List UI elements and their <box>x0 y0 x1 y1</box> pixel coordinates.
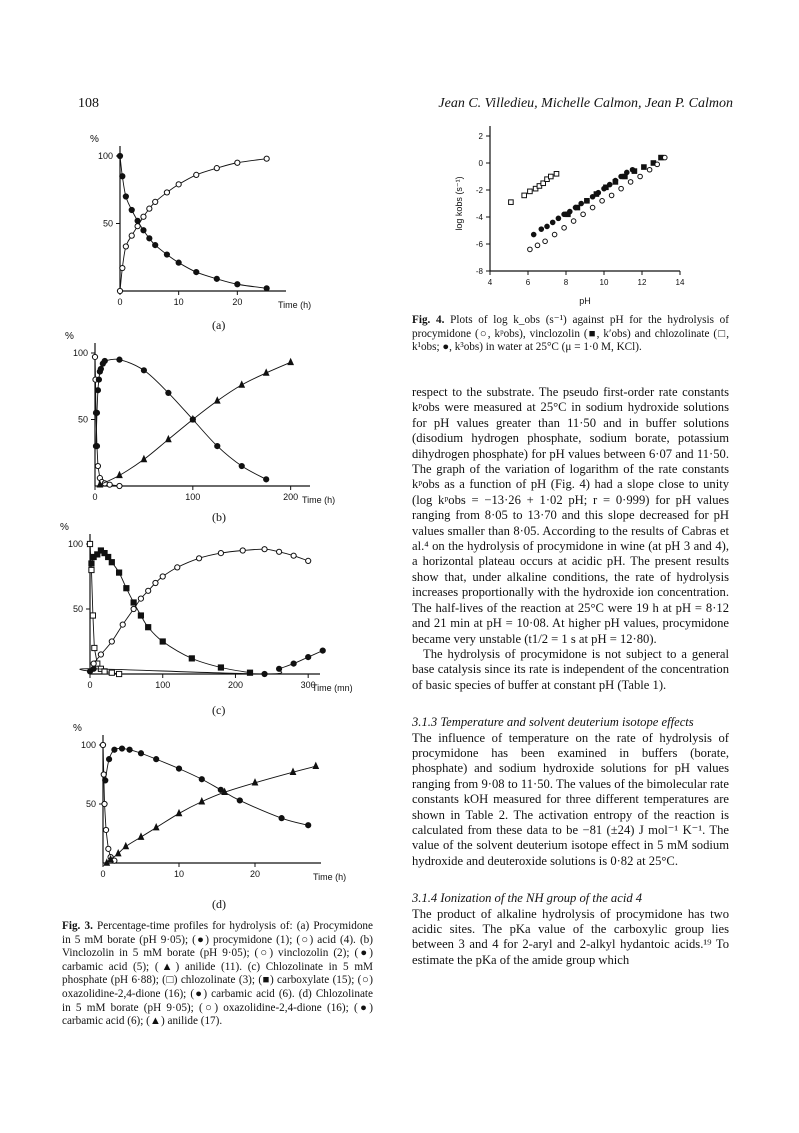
series-1-point <box>102 358 107 363</box>
series-0-point <box>194 270 199 275</box>
series-3-point <box>276 666 281 671</box>
series-0-point <box>176 260 181 265</box>
series-3-point <box>306 655 311 660</box>
series-0-point <box>147 236 152 241</box>
x-tick-label: 10 <box>599 278 609 287</box>
series-0-point <box>120 174 125 179</box>
series-3-point <box>320 648 325 653</box>
series-1-point <box>154 757 159 762</box>
x-tick-label: 20 <box>249 869 261 879</box>
series-1-point <box>116 570 121 575</box>
series-0-point <box>153 243 158 248</box>
x-tick-label: 6 <box>525 278 531 287</box>
series-1-line <box>105 748 308 825</box>
series-2-point <box>306 558 311 563</box>
series-2-point <box>153 580 158 585</box>
fig3-caption-text: Percentage-time profiles for hydrolysis of: (a) Procymidone in 5 mM borate (pH 9·05); (●) procymidone (1); (○) acid (4). (b) Vinclozolin in 5 mM borate (pH 9·05); (○) vinclozolin (2); (●) carbamic acid (5); (▲) anilide (11). (c) Chlozolinate in 5 mM phosphate (pH 6·88); (□) chlozolinate (3); (■) carboxylate (15); (○) oxazolidine-2,4-dione (16); (●) carbamic acid (6). (d) Chlozolinate in 5 mM borate (pH 9·05); (○) oxazolidine-2,4-dione (16); (●) carbamic acid (6); (▲) anilide (17). <box>62 920 373 1028</box>
series-1-point <box>214 166 219 171</box>
series-0-point <box>102 801 107 806</box>
series-0-point <box>107 482 112 487</box>
series-0-point <box>528 189 533 194</box>
series-2-point <box>290 769 295 775</box>
series-3-point <box>600 199 605 204</box>
series-2-point <box>585 199 590 204</box>
series-1-point <box>218 787 223 792</box>
series-1-point <box>164 190 169 195</box>
series-0-point <box>92 354 97 359</box>
series-1-point <box>146 625 151 630</box>
series-1-point <box>141 214 146 219</box>
y-tick-label: 0 <box>478 159 483 168</box>
fig3d-plot <box>58 708 368 898</box>
series-1-line <box>91 550 250 672</box>
y-tick-label: 100 <box>72 348 88 358</box>
series-2-point <box>117 472 122 478</box>
series-2-point <box>138 834 143 840</box>
series-1-point <box>117 288 122 293</box>
series-3-point <box>655 162 660 167</box>
series-0-point <box>235 282 240 287</box>
series-1-point <box>556 216 561 221</box>
y-tick-label: -4 <box>475 213 483 222</box>
series-2-point <box>623 174 628 179</box>
series-2-point <box>594 192 599 197</box>
x-tick-label: 12 <box>637 278 647 287</box>
series-0-point <box>103 827 108 832</box>
y-tick-label: 50 <box>102 218 113 229</box>
series-3-point <box>581 212 586 217</box>
series-0-point <box>109 670 114 675</box>
series-1-point <box>119 746 124 751</box>
fig3d-panel-label: (d) <box>212 897 226 911</box>
series-1-point <box>147 206 152 211</box>
body-text <box>412 385 729 968</box>
section-3-1-3-title: 3.1.3 Temperature and solvent deuterium isotope effects <box>412 715 694 730</box>
series-1-point <box>123 244 128 249</box>
series-2-point <box>252 779 257 785</box>
series-1-point <box>306 823 311 828</box>
series-0-point <box>214 276 219 281</box>
y-tick-label: -6 <box>475 240 483 249</box>
series-2-point <box>138 596 143 601</box>
series-3-point <box>528 247 533 252</box>
y-tick-label: -2 <box>475 186 483 195</box>
series-2-point <box>91 661 96 666</box>
series-3-point <box>543 239 548 244</box>
series-1-point <box>106 757 111 762</box>
series-0-point <box>264 286 269 291</box>
series-1-point <box>135 224 140 229</box>
x-tick-label: 8 <box>563 278 569 287</box>
x-tick-label: 14 <box>675 278 685 287</box>
x-axis-label: Time (h) <box>302 495 336 505</box>
series-2-point <box>160 574 165 579</box>
series-3-point <box>647 167 652 172</box>
series-1-point <box>176 766 181 771</box>
x-tick-label: 0 <box>117 297 123 307</box>
series-3-point <box>262 671 267 676</box>
series-3-point <box>535 243 540 248</box>
series-2-point <box>146 588 151 593</box>
y-axis-label: % <box>65 331 74 342</box>
series-3-point <box>619 186 624 191</box>
series-0-point <box>87 541 92 546</box>
series-2-point <box>98 652 103 657</box>
series-1-point <box>141 368 146 373</box>
series-1-point <box>160 639 165 644</box>
series-1-point <box>199 777 204 782</box>
series-1-point <box>131 600 136 605</box>
x-tick-label: 100 <box>185 492 201 502</box>
series-3-point <box>571 219 576 224</box>
y-tick-label: -8 <box>475 267 483 276</box>
series-1-point <box>189 656 194 661</box>
series-1-point <box>112 747 117 752</box>
x-axis-label: Time (h) <box>313 872 347 882</box>
x-tick-label: 0 <box>100 869 106 879</box>
series-2-point <box>566 212 571 217</box>
page-number: 108 <box>78 96 99 111</box>
series-2-point <box>604 185 609 190</box>
series-2-point <box>123 843 128 849</box>
series-2-line <box>107 766 316 863</box>
series-2-point <box>141 456 146 462</box>
series-2-point <box>166 436 171 442</box>
paragraph-1: respect to the substrate. The pseudo first-order rate constants kᵖobs were measured at 25°C in sodium hydroxide solutions for pH values greater than 11·50 and in buffer solutions (disodium hydrogen phosphate, sodium borate, potassium dihydrogen phosphate) for pH values between 6·07 and 11·50. The graph of the variation of logarithm of the rate constants kᵖobs as a function of pH (Fig. 4) had a slope close to unity (log kᵖobs = −13·26 + 1·02 pH; r = 0·999) for pH values ranging from 8·05 to 13·70 and this slope decreased for pH values smaller than 8·05. According to the results of Cabras et al.⁴ on the hydrolysis of procymidone in wine (at pH 3 and 4), a horizontal plateau occurs at acidic pH. The present results show that, under alkaline conditions, the rate of hydrolysis increases proportionally with the hydroxide ion concentration. The half-lives of the reaction at 25°C were 19 h at pH = 8·12 and 21 min at pH = 10·08. At higher pH values, procymidone became very unstable (t1/2 = 1 s at pH = 12·80). <box>412 385 729 646</box>
series-2-point <box>218 551 223 556</box>
series-1-point <box>96 377 101 382</box>
x-tick-label: 300 <box>300 680 316 690</box>
y-tick-label: 100 <box>80 740 96 750</box>
series-2-point <box>291 553 296 558</box>
x-tick-label: 10 <box>173 869 185 879</box>
series-2-point <box>109 639 114 644</box>
series-1-point <box>218 665 223 670</box>
series-1-point <box>138 613 143 618</box>
fig4-caption-lead: Fig. 4. <box>412 314 445 326</box>
y-axis-label: % <box>73 723 82 734</box>
series-2-point <box>264 370 269 376</box>
series-2-point <box>313 763 318 769</box>
series-1-point <box>237 798 242 803</box>
series-1-point <box>194 172 199 177</box>
series-3-point <box>590 205 595 210</box>
series-2-point <box>199 798 204 804</box>
section-3-1-4-title: 3.1.4 Ionization of the NH group of the acid 4 <box>412 891 643 906</box>
series-0-point <box>89 567 94 572</box>
series-3-point <box>609 193 614 198</box>
series-0-point <box>100 742 105 747</box>
x-tick-label: 100 <box>155 680 171 690</box>
x-axis-label: Time (h) <box>278 300 312 310</box>
series-1-point <box>279 816 284 821</box>
fig3a-plot <box>78 126 328 326</box>
y-axis-label: % <box>60 522 69 533</box>
series-0-point <box>164 252 169 257</box>
series-1-point <box>166 390 171 395</box>
series-2-point <box>239 382 244 388</box>
series-0-point <box>123 194 128 199</box>
series-1-point <box>531 232 536 237</box>
series-0-point <box>522 193 527 198</box>
series-2-point <box>116 850 121 856</box>
series-2-point <box>176 810 181 816</box>
series-2-point <box>642 165 647 170</box>
x-tick-label: 10 <box>173 297 184 307</box>
x-tick-label: 0 <box>87 680 93 690</box>
section-3-1-4-body: The product of alkaline hydrolysis of procymidone has two acidic sites. The pKa value of the carboxylic group lies between 3 and 4 for 2-aryl and 2-alkyl hydantoic acids.¹⁹ To estimate the pKa of the amide group which <box>412 906 729 967</box>
fig3b-plot <box>55 318 365 513</box>
series-2-point <box>131 606 136 611</box>
x-tick-label: 0 <box>92 492 98 502</box>
series-2-line <box>94 549 309 663</box>
series-2-point <box>276 549 281 554</box>
series-1-point <box>95 388 100 393</box>
running-head: Jean C. Villedieu, Michelle Calmon, Jean P. Calmon <box>438 96 733 111</box>
series-1-point <box>539 227 544 232</box>
series-1-point <box>247 670 252 675</box>
series-3-point <box>638 174 643 179</box>
series-3-point <box>291 661 296 666</box>
series-0-point <box>549 174 554 179</box>
series-1-point <box>94 410 99 415</box>
series-1-point <box>235 160 240 165</box>
series-0-point <box>106 846 111 851</box>
y-tick-label: 100 <box>67 539 83 549</box>
series-0-point <box>90 613 95 618</box>
series-1-point <box>215 444 220 449</box>
series-1-point <box>264 156 269 161</box>
series-0-point <box>102 669 107 674</box>
series-1-point <box>106 554 111 559</box>
series-0-point <box>95 463 100 468</box>
series-1-point <box>117 357 122 362</box>
series-3-point <box>628 180 633 185</box>
series-0-point <box>554 172 559 177</box>
series-2-point <box>196 556 201 561</box>
x-axis-label: pH <box>579 296 591 306</box>
series-1-point <box>545 224 550 229</box>
series-2-point <box>175 565 180 570</box>
series-0-point <box>509 200 514 205</box>
x-tick-label: 200 <box>227 680 243 690</box>
y-tick-label: 2 <box>478 132 483 141</box>
paragraph-2: The hydrolysis of procymidone is not subject to a general base catalysis since its rate is independent of the concentration of basic species of buffer at constant pH (Table 1). <box>412 646 729 692</box>
fig4-caption-text: Plots of log k_obs (s⁻¹) against pH for the hydrolysis of procymidone (○, kᵖobs), vinclozolin (■, k′obs) and chlozolinate (□, k¹obs; ●, k³obs) in water at 25°C (μ = 1·0 M, KCl). <box>412 314 730 354</box>
series-1-point <box>129 233 134 238</box>
series-2-line <box>100 362 291 484</box>
y-tick-label: 50 <box>77 414 88 425</box>
series-3-point <box>663 155 668 160</box>
series-1-point <box>89 561 94 566</box>
series-0-point <box>92 645 97 650</box>
series-0-point <box>129 207 134 212</box>
x-tick-label: 20 <box>232 297 243 307</box>
series-1-point <box>124 586 129 591</box>
fig4-caption <box>412 314 729 355</box>
x-tick-label: 200 <box>283 492 299 502</box>
fig3-caption-lead: Fig. 3. <box>62 920 93 932</box>
series-0-point <box>116 671 121 676</box>
series-1-point <box>176 182 181 187</box>
y-tick-label: 50 <box>72 604 83 614</box>
series-1-point <box>93 444 98 449</box>
series-1-point <box>550 220 555 225</box>
series-1-point <box>98 366 103 371</box>
series-2-point <box>120 622 125 627</box>
x-axis-label: Time (mn) <box>312 683 353 693</box>
fig3c-plot <box>55 512 375 707</box>
series-0-point <box>117 483 122 488</box>
series-1-point <box>127 747 132 752</box>
series-2-point <box>215 397 220 403</box>
fig3c-panel-label: (c) <box>212 703 226 717</box>
x-tick-label: 4 <box>487 278 493 287</box>
series-1-point <box>138 751 143 756</box>
series-3-point <box>552 232 557 237</box>
series-2-point <box>288 359 293 365</box>
series-1-point <box>109 560 114 565</box>
y-tick-label: 100 <box>97 151 113 161</box>
series-1-line <box>96 359 266 479</box>
fig3b-panel-label: (b) <box>212 510 226 524</box>
fig3-caption <box>62 920 373 1029</box>
section-3-1-3-body: The influence of temperature on the rate of hydrolysis of procymidone has been examined in buffers (borate, phosphate) and sodium hydroxide solutions for pH values ranging from 9·08 to 11·50. The values of the bimolecular rate constants kOH measured for three different temperatures are shown in Table 2. The activation entropy of the reaction is calculated from these data to be −81 (±24) J mol⁻¹ K⁻¹. The value of the solvent deuterium isotope effect in 5 mM sodium hydroxide and deuteroxide solutions is 0·82 at 25°C. <box>412 730 729 868</box>
series-1-point <box>120 265 125 270</box>
series-2-point <box>575 205 580 210</box>
y-tick-label: 50 <box>85 799 96 809</box>
series-2-point <box>240 548 245 553</box>
series-1-point <box>239 463 244 468</box>
series-2-point <box>613 180 618 185</box>
y-axis-label: log kobs (s⁻¹) <box>454 176 464 231</box>
series-1-point <box>264 477 269 482</box>
fig3a-panel-label: (a) <box>212 318 226 332</box>
series-3-point <box>91 666 96 671</box>
series-0-point <box>117 153 122 158</box>
series-1-point <box>153 199 158 204</box>
series-1-point <box>103 778 108 783</box>
series-0-point <box>141 228 146 233</box>
fig4-plot <box>440 126 700 311</box>
series-3-point <box>562 226 567 231</box>
y-axis-label: % <box>90 134 99 145</box>
series-2-point <box>262 547 267 552</box>
series-2-point <box>632 169 637 174</box>
series-2-point <box>154 824 159 830</box>
